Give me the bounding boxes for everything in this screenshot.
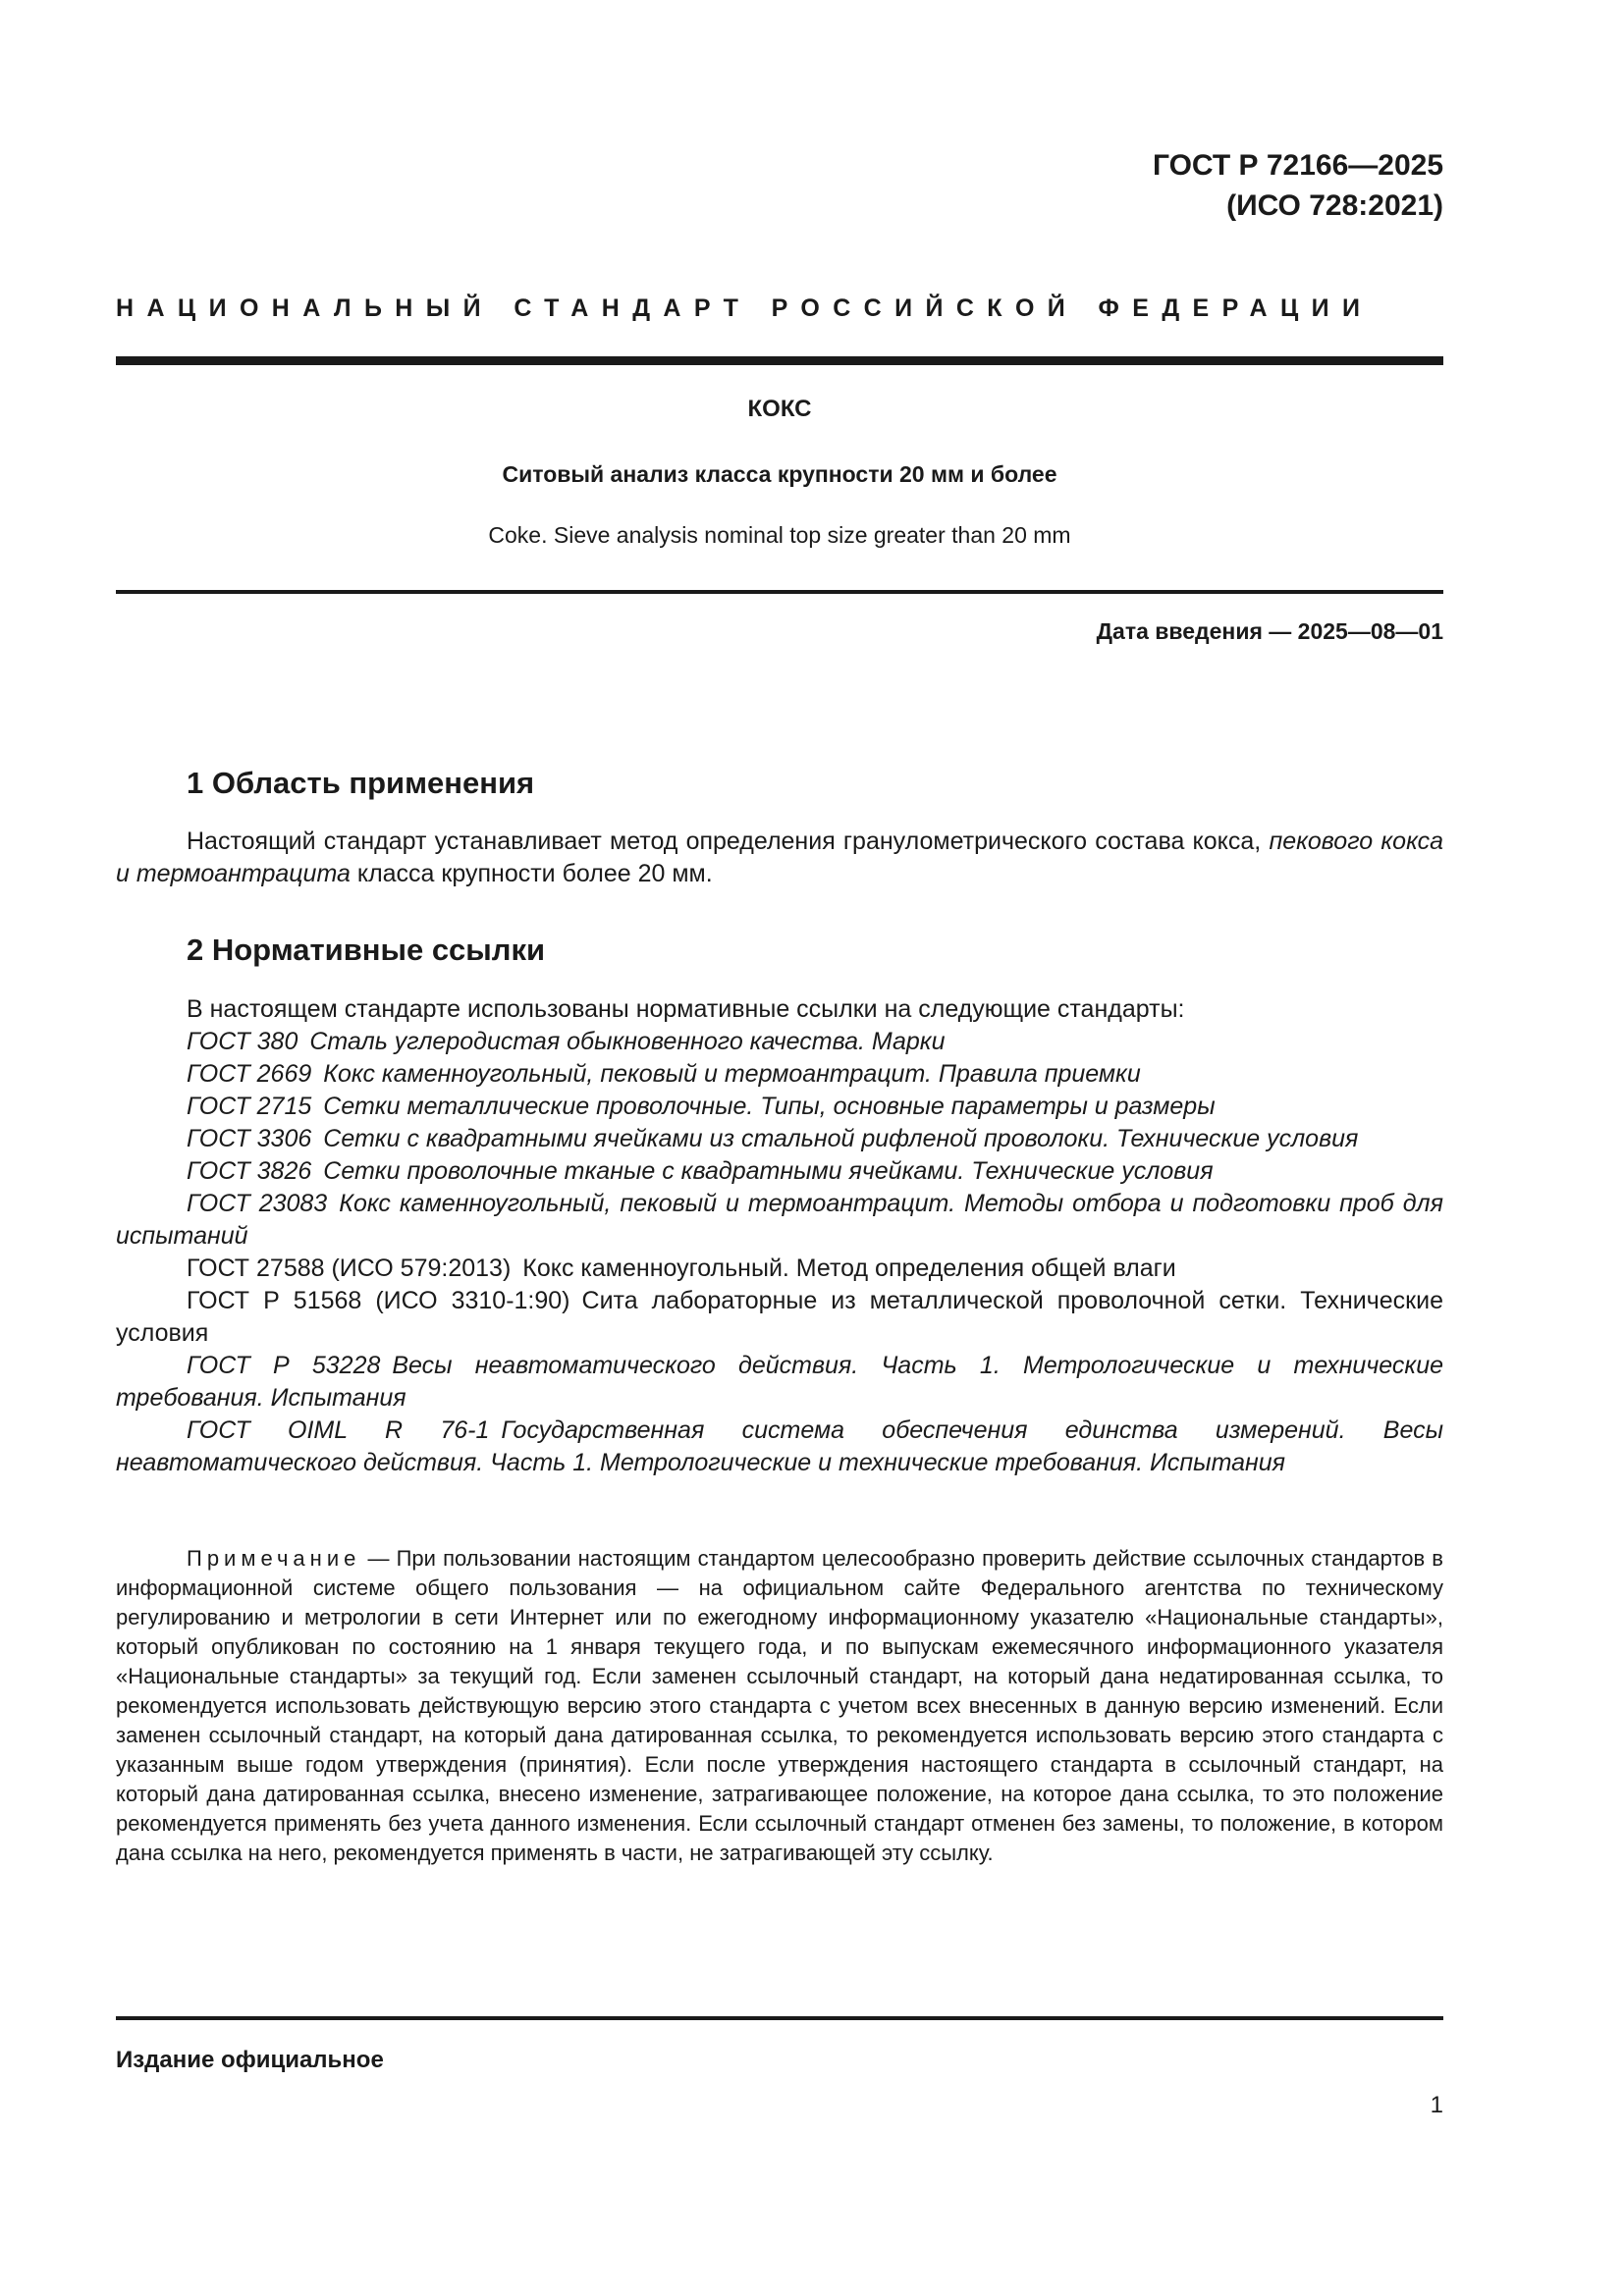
reference-item: ГОСТ 380 Сталь углеродистая обыкновенного качества. Марки <box>187 1028 946 1055</box>
references-list <box>116 993 1443 1479</box>
english-title: Coke. Sieve analysis nominal top size greater than 20 mm <box>488 522 1071 548</box>
section-2-heading: 2 Нормативные ссылки <box>187 933 546 967</box>
reference-item: ГОСТ Р 51568 (ИСО 3310-1:90) Сита лабораторные из металлической проволочной сетки. Технические условия <box>116 1287 1443 1347</box>
section-1-heading: 1 Область применения <box>187 766 535 800</box>
document-designation <box>1153 145 1443 226</box>
reference-item: ГОСТ 3826 Сетки проволочные тканые с квадратными ячейками. Технические условия <box>187 1157 1214 1185</box>
title-divider <box>116 590 1443 594</box>
header-divider <box>116 356 1443 365</box>
reference-item: ГОСТ OIML R 76-1 Государственная система обеспечения единства измерений. Весы неавтоматического действия. Часть 1. Метрологические и технические требования. Испытания <box>116 1416 1444 1476</box>
reference-item: ГОСТ 27588 (ИСО 579:2013) Кокс каменноугольный. Метод определения общей влаги <box>187 1255 1176 1282</box>
note-text: — При пользовании настоящим стандартом целесообразно проверить действие ссылочных стандартов в информационной системе общего пользования — на официальном сайте Федерального агентства по техническому регулированию и метрологии в сети Интернет или по ежегодному информационному указателю «Национальные стандарты», который опубликован по состоянию на 1 января текущего года, и по выпускам ежемесячного информационного указателя «Национальные стандарты» за текущий год. Если заменен ссылочный стандарт, на который дана недатированная ссылка, то рекомендуется использовать действующую версию этого стандарта с учетом всех внесенных в данную версию изменений. Если заменен ссылочный стандарт, на который дана датированная ссылка, то рекомендуется использовать версию этого стандарта с указанным выше годом утверждения (принятия). Если после утверждения настоящего стандарта в ссылочный стандарт, на который дана датированная ссылка, внесено изменение, затрагивающее положение, на которое дана ссылка, то это положение рекомендуется применять без учета данного изменения. Если ссылочный стандарт отменен без замены, то положение, в котором дана ссылка на него, рекомендуется применять в части, не затрагивающей эту ссылку. <box>116 1546 1443 1865</box>
document-title: КОКС <box>747 396 812 422</box>
official-edition-label: Издание официальное <box>116 2047 384 2073</box>
references-note <box>116 1544 1443 1868</box>
reference-item: ГОСТ 2715 Сетки металлические проволочные. Типы, основные параметры и размеры <box>187 1093 1216 1120</box>
iso-number: (ИСО 728:2021) <box>1226 189 1443 222</box>
reference-item: ГОСТ 23083 Кокс каменноугольный, пековый и термоантрацит. Методы отбора и подготовки проб для испытаний <box>116 1190 1443 1250</box>
national-standard-banner: НАЦИОНАЛЬНЫЙ СТАНДАРТ РОССИЙСКОЙ ФЕДЕРАЦИИ <box>116 294 1374 322</box>
reference-item: ГОСТ Р 53228 Весы неавтоматического действия. Часть 1. Метрологические и технические требования. Испытания <box>116 1352 1443 1412</box>
footer-divider <box>116 2016 1443 2020</box>
references-lead: В настоящем стандарте использованы нормативные ссылки на следующие стандарты: <box>187 995 1185 1023</box>
reference-item: ГОСТ 2669 Кокс каменноугольный, пековый и термоантрацит. Правила приемки <box>187 1060 1141 1088</box>
note-label: Примечание <box>187 1546 361 1571</box>
section-1-text: Настоящий стандарт устанавливает метод определения гранулометрического состава кокса, пекового кокса и термоантрацита класса крупности более 20 мм. <box>116 828 1443 887</box>
page-number: 1 <box>1430 2092 1443 2118</box>
document-subtitle: Ситовый анализ класса крупности 20 мм и более <box>502 461 1057 487</box>
introduction-date: Дата введения — 2025—08—01 <box>1096 618 1443 644</box>
reference-item: ГОСТ 3306 Сетки с квадратными ячейками из стальной рифленой проволоки. Технические условия <box>187 1125 1359 1152</box>
gost-number: ГОСТ Р 72166—2025 <box>1152 149 1443 182</box>
